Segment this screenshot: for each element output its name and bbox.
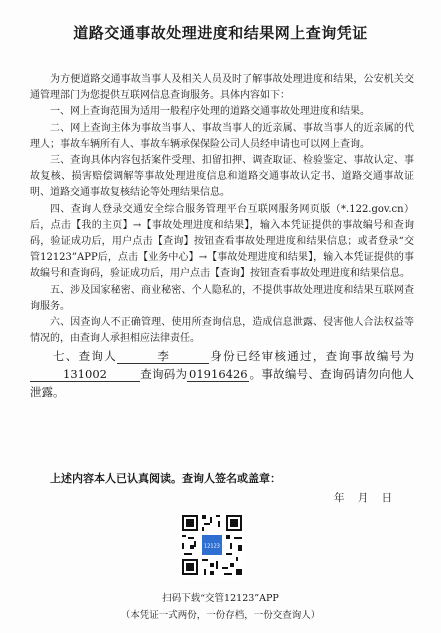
item-5-paragraph: 五、涉及国家秘密、商业秘密、个人隐私的，不提供事故处理进度和结果互联网查询服务。 xyxy=(30,284,414,312)
item-2-paragraph: 二、网上查询主体为事故当事人、事故当事人的近亲属、事故当事人的近亲属的代理人；事故车辆所有人、事故车辆承保保险公司人员经申请也可以网上查询。 xyxy=(30,122,414,150)
case-number-field: 131002 xyxy=(30,368,140,382)
qr-caption: 扫码下载“交管12123”APP xyxy=(162,593,279,604)
date-line: 年 月 日 xyxy=(334,492,393,504)
copies-note: （本凭证一式两份，一份存档，一份交查询人） xyxy=(120,610,321,621)
item-7-text-d: 。事故编号、查询码请勿向他人泄露。 xyxy=(30,367,415,400)
app-download-qr-code xyxy=(180,513,244,577)
qr-center-logo-text: 12123 xyxy=(204,543,220,550)
item-3-paragraph: 三、查询具体内容包括案件受理、扣留扣押、调查取证、检验鉴定、事故认定、事故复核、损害赔偿调解等事故处理进度信息和道路交通事故认定书、道路交通事故证明、道路交通事故复核结论等处理结果信息。 xyxy=(30,155,414,199)
item-4-paragraph: 四、查询人登录交通安全综合服务管理平台互联网服务网页版（*.122.gov.cn）后，点击【我的主页】→【事故处理进度和结果】，输入本凭证提供的事故编号和查询码，验证成功后，用户点击【查询】按钮查看事故处理进度和结果信息；或者登录“交管12123”APP后，点击【业务中心】→【事故处理进度和结果】，输入本凭证提供的事故编号和查询码，验证成功后，用户点击【查询】按钮查看事故处理进度和结果信息。 xyxy=(30,203,414,280)
item-1-paragraph: 一、网上查询范围为适用一般程序处理的道路交通事故处理进度和结果。 xyxy=(50,106,370,118)
item-7-paragraph xyxy=(30,347,414,401)
intro-paragraph: 为方便道路交通事故当事人及相关人员及时了解事故处理进度和结果，公安机关交通管理部门为您提供互联网信息查询服务。具体内容如下： xyxy=(30,74,414,102)
acknowledgement-signature-line: 上述内容本人已认真阅读。查询人签名或盖章： xyxy=(50,472,281,485)
document-title: 道路交通事故处理进度和结果网上查询凭证 xyxy=(73,24,368,42)
item-7-text-a: 七、查询人 xyxy=(53,349,118,364)
item-7-text-c: 查询码为 xyxy=(140,367,188,382)
item-6-paragraph: 六、因查询人不正确管理、使用所查询信息，造成信息泄露、侵害他人合法权益等情况的，由查询人承担相应法律责任。 xyxy=(30,317,414,345)
item-7-text-b: 身份已经审核通过，查询事故编号为 xyxy=(209,349,415,364)
query-code-field: 01916426 xyxy=(189,367,248,382)
inquirer-name-field: 李 xyxy=(117,350,209,364)
document-body xyxy=(30,72,414,401)
